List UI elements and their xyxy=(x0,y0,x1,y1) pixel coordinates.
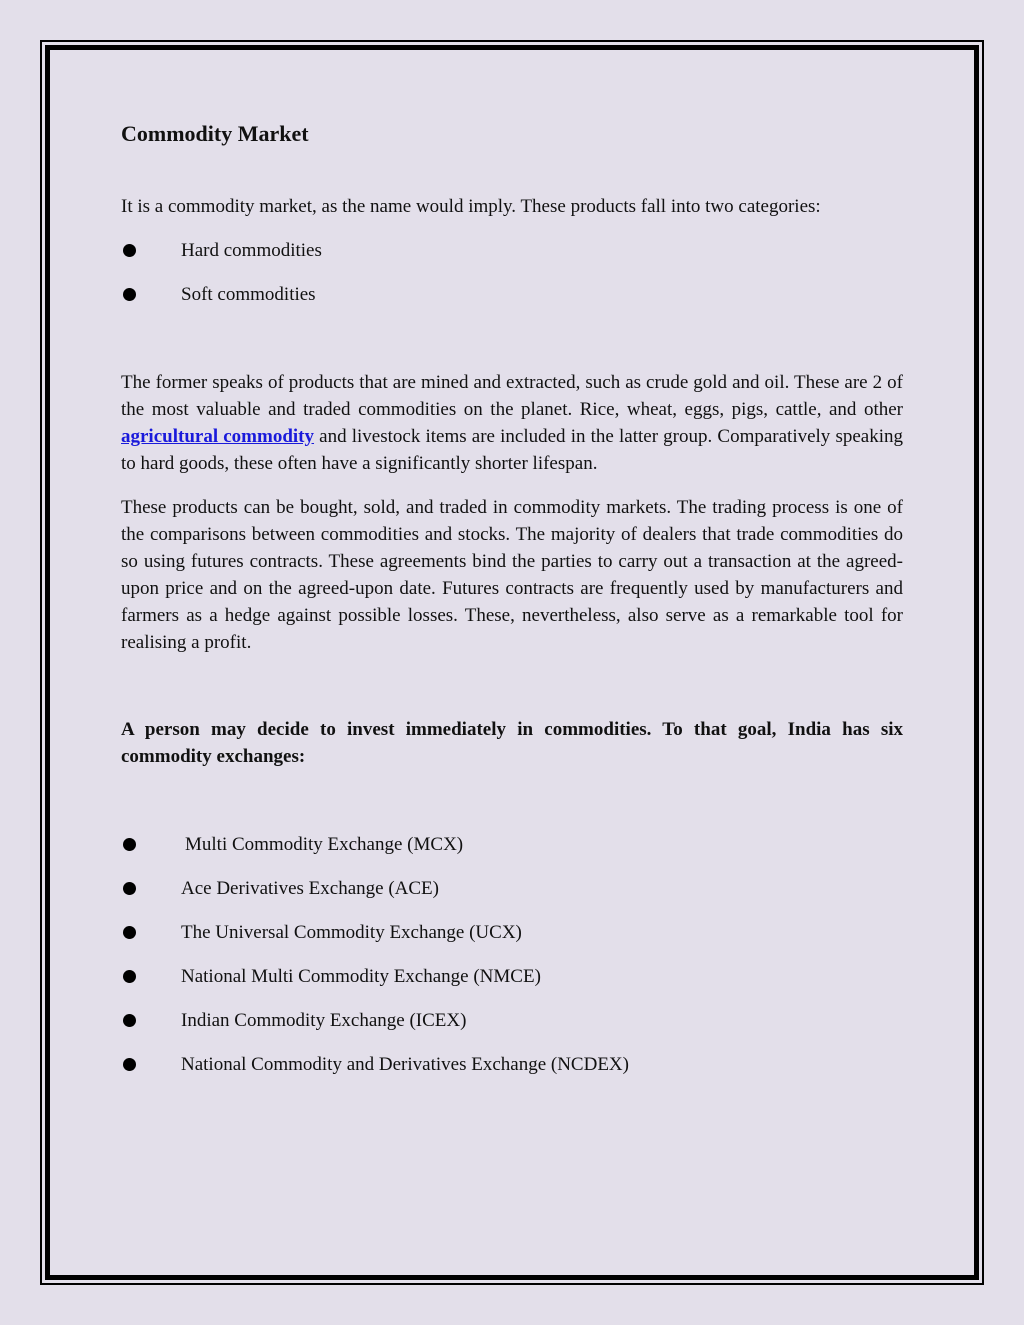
list-item xyxy=(121,875,903,919)
list-item xyxy=(121,281,903,325)
bullet-icon xyxy=(123,1014,136,1027)
list-item xyxy=(121,831,903,875)
bullet-icon xyxy=(123,882,136,895)
bullet-icon xyxy=(123,838,136,851)
paragraph-text: and livestock items are included in the latter group. Comparatively speaking to hard goods, these often have a significantly shorter lifespan. xyxy=(121,426,903,474)
list-item-text: National Commodity and Derivatives Exchange (NCDEX) xyxy=(181,1054,629,1075)
list-item-text: Soft commodities xyxy=(181,284,316,305)
categories-list xyxy=(121,237,903,325)
intro-paragraph: It is a commodity market, as the name would imply. These products fall into two categories: xyxy=(121,196,821,217)
bullet-icon xyxy=(123,926,136,939)
bullet-icon xyxy=(123,244,136,257)
bullet-icon xyxy=(123,970,136,983)
document-body xyxy=(121,118,903,1095)
list-item-text: National Multi Commodity Exchange (NMCE) xyxy=(181,966,541,987)
bullet-icon xyxy=(123,1058,136,1071)
list-item-text: Indian Commodity Exchange (ICEX) xyxy=(181,1010,467,1031)
document-title: Commodity Market xyxy=(121,121,309,146)
list-item-text: Multi Commodity Exchange (MCX) xyxy=(185,834,464,855)
list-item-text: The Universal Commodity Exchange (UCX) xyxy=(181,922,522,943)
agricultural-commodity-link[interactable]: agricultural commodity xyxy=(121,426,315,447)
list-item xyxy=(121,919,903,963)
list-item-text: Ace Derivatives Exchange (ACE) xyxy=(181,878,439,899)
bullet-icon xyxy=(123,288,136,301)
paragraph-trading: These products can be bought, sold, and traded in commodity markets. The trading process is one of the comparisons between commodities and stocks. The majority of dealers that trade commodities do so using futures contracts. These agreements bind the parties to carry out a transaction at the agreed-upon price and on the agreed-upon date. Futures contracts are frequently used by manufacturers and farmers as a hedge against possible losses. These, nevertheless, also serve as a remarkable tool for realising a profit. xyxy=(121,497,903,653)
list-item xyxy=(121,963,903,1007)
list-item xyxy=(121,237,903,281)
paragraph-text: The former speaks of products that are mined and extracted, such as crude gold and oil. These are 2 of the most valuable and traded commodities on the planet. Rice, wheat, eggs, pigs, cattle, and other xyxy=(121,372,903,420)
exchanges-heading: A person may decide to invest immediately in commodities. To that goal, India has six commodity exchanges: xyxy=(121,719,903,767)
list-item xyxy=(121,1051,903,1095)
paragraph-hard-soft xyxy=(121,369,903,477)
exchanges-list xyxy=(121,831,903,1095)
list-item-text: Hard commodities xyxy=(181,240,322,261)
list-item xyxy=(121,1007,903,1051)
